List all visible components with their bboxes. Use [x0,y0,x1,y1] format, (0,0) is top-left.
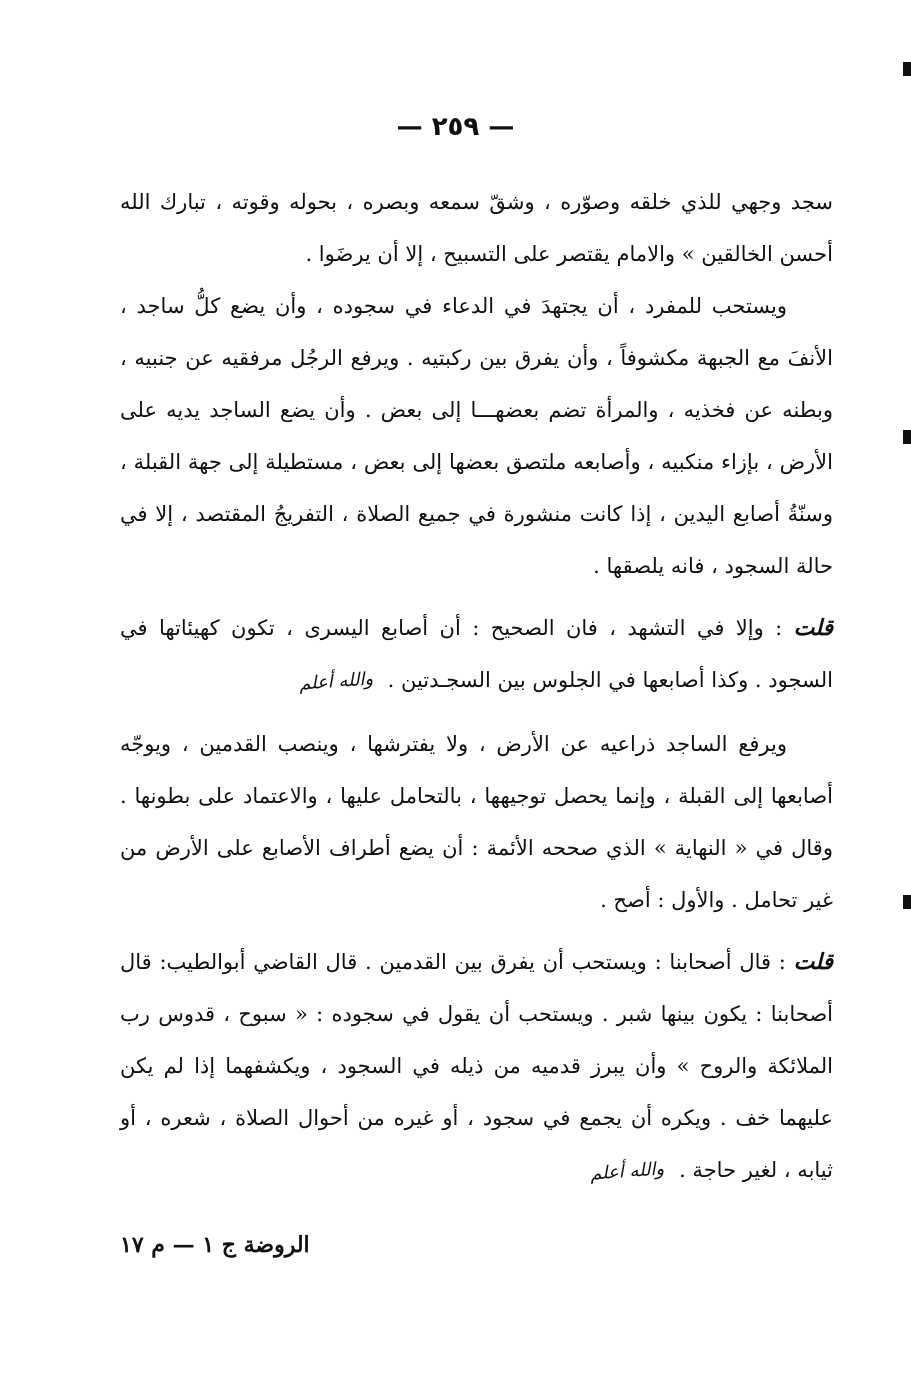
paragraph-4-text: ويرفع الساجد ذراعيه عن الأرض ، ولا يفترشها ، وينصب القدمين ، ويوجّه أصابعها إلى القبلة ، وإنما يحصل توجيهها ، بالتحامل عليها ، والاعتماد على بطونها . وقال في « النهاية » الذي صححه الأئمة : أن يضع أطراف الأصابع على الأرض من غير تحامل . والأول : أصح . [120,732,833,912]
paragraph-5-text: : قال أصحابنا : ويستحب أن يفرق بين القدمين . قال القاضي أبوالطيب: قال أصحابنا : يكون بينها شبر . ويستحب أن يقول في سجوده : « سبوح ، قدوس رب الملائكة والروح » وأن يبرز قدميه من ذيله في السجود ، ويكشفهما إذا لم يكن عليهما خف . ويكره أن يجمع في سجود ، أو غيره من أحوال الصلاة ، شعره ، أو ثيابه ، لغير حاجة . [120,950,833,1182]
margin-mark [903,62,911,76]
paragraph-2 [120,280,833,592]
paragraph-5-qult [120,936,833,1198]
qult-label: قلت [793,949,833,975]
body-text [120,176,833,1198]
margin-mark [903,430,911,444]
page-number: — ٢٥٩ — [396,112,515,142]
margin-mark [903,895,911,909]
paragraph-1-text: سجد وجهي للذي خلقه وصوّره ، وشقّ سمعه وبصره ، بحوله وقوته ، تبارك الله أحسن الخالقين » والامام يقتصر على التسبيح ، إلا أن يرضَوا . [120,190,833,266]
paragraph-2-text: ويستحب للمفرد ، أن يجتهدَ في الدعاء في سجوده ، وأن يضع كلُّ ساجد ، الأنفَ مع الجبهة مكشوفاً ، وأن يفرق بين ركبتيه . ويرفع الرجُل مرفقيه عن جنبيه ، وبطنه عن فخذيه ، والمرأة تضم بعضهـــا إلى بعض . وأن يضع الساجد يديه على الأرض ، بإزاء منكبيه ، وأصابعه ملتصق بعضها إلى بعض ، مستطيلة إلى جهة القبلة ، وسنّةُ أصابع اليدين ، إذا كانت منشورة في جميع الصلاة ، التفريجُ المقتصد ، إلا في حالة السجود ، فانه يلصقها . [120,294,833,578]
paragraph-3-text: : وإلا في التشهد ، فان الصحيح : أن أصابع اليسرى ، تكون كهيئاتها في السجود . وكذا أصابعها في الجلوس بين السجـدتين . [120,616,833,692]
wallahu-alam-signature: والله أعلم [589,1158,665,1185]
paragraph-4 [120,718,833,926]
wallahu-alam-signature: والله أعلم [298,668,374,695]
paragraph-3-qult [120,602,833,708]
paragraph-1 [120,176,833,280]
qult-label: قلت [793,615,833,641]
signature-footer: الروضة ج ١ — م ١٧ [120,1232,310,1258]
